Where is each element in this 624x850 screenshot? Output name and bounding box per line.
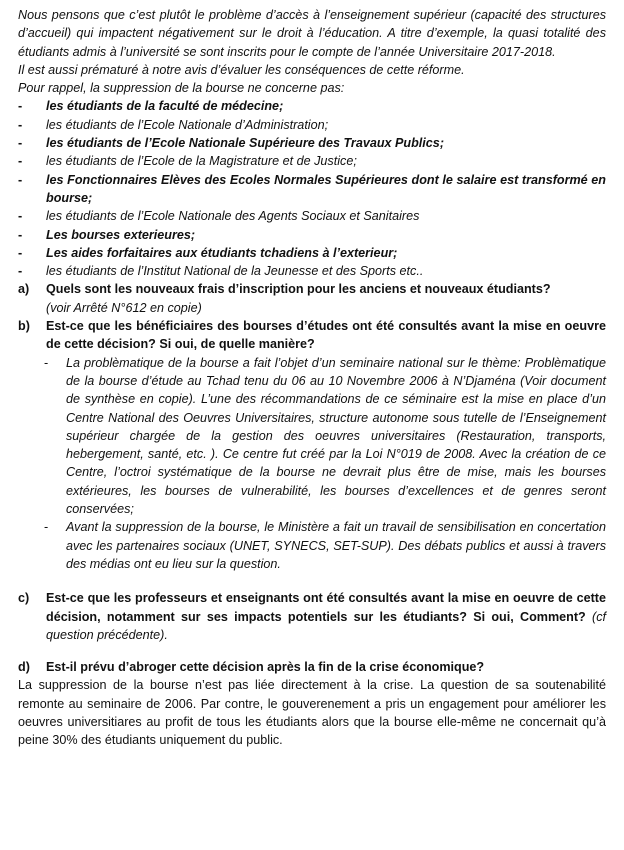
question-b [18,317,606,354]
question-label: b) [18,319,30,334]
list-item [18,116,606,134]
list-item [18,134,606,152]
question-a [18,280,606,317]
list-item [18,152,606,170]
list-item-text: les Fonctionnaires Elèves des Ecoles Normales Supérieures dont le salaire est transformé en bourse; [46,172,606,205]
answer-text: La problèmatique de la bourse a fait l’objet d’un seminaire national sur le thème: Problèmatique de la bourse d’étude au Tchad tenu du 06 au 10 Novembre 2006 à N’Djaména (Voir document de synthèse en copie). L’une des récommandations de ce séminaire est la mise en place d’un Centre National des Oeuvres Universitaires, structure autonome sous tutelle de l’Enseignement supérieur chargée de la gestion des oeuvres universitaires (Restauration, transports, hebergement, santé, etc. ). Ce centre fut créé par la Loi N°019 de 2008. Avec la création de ce Centre, l’octroi systématique de la bourse ne devrait plus être de mise, mais les bourses extérieures, les bourses de vulnerabilité, les bourses d’excellences et de genres seront conservées; [66,355,606,517]
dash-marker: - [44,520,49,535]
question-text: Est-ce que les bénéficiaires des bourses d’études ont été consultés avant la mise en oeuvre de cette décision? Si oui, de quelle manière? [46,319,606,352]
dash-marker: - [18,99,23,114]
dash-marker: - [18,209,23,224]
question-note: (cf question précédente). [46,609,606,642]
list-item [18,262,606,280]
list-item-text: les étudiants de l’Institut National de la Jeunesse et des Sports etc.. [46,264,424,279]
question-label: d) [18,660,30,675]
dash-marker: - [44,355,49,370]
intro-paragraph: Nous pensons que c’est plutôt le problème d’accès à l’enseignement supérieur (capacité des structures d’accueil) qui impactent négativement sur le droit à l’éducation. A titre d’exemple, la quasi totalité des étudiants admis à l’université se sont inscrits pour le compte de l’année Universitaire 2017-2018. [18,8,606,59]
answer-paragraph: La suppression de la bourse n’est pas liée directement à la crise. La question de sa soutenabilité remonte au seminaire de 2006. Par contre, le gouverenement a pris un engagement pour améliorer les oeuvres universitiares au profit de tous les étudiants alors que la bourse elle-même ne concernait qu’à peine 30% des étudiants uniquement du public. [18,678,606,748]
dash-marker: - [18,136,23,151]
exemptions-list [18,97,606,280]
list-item-text: les étudiants de l’Ecole Nationale des Agents Sociaux et Sanitaires [46,209,420,224]
list-item-text: les étudiants de la faculté de médecine; [46,99,284,114]
question-label: c) [18,591,30,606]
dash-marker: - [18,154,23,169]
list-item [18,207,606,225]
dash-marker: - [18,245,23,260]
list-item-text: les étudiants de l’Ecole de la Magistrature et de Justice; [46,154,357,169]
dash-marker: - [18,227,23,242]
question-text: Est-il prévu d’abroger cette décision après la fin de la crise économique? [46,660,485,675]
dash-marker: - [18,117,23,132]
question-d [18,658,606,676]
question-text: Quels sont les nouveaux frais d’inscription pour les anciens et nouveaux étudiants? [46,282,551,297]
exemptions-lead: Pour rappel, la suppression de la bourse ne concerne pas: [18,81,345,96]
question-c [18,589,606,644]
list-item [18,226,606,244]
answer-item [18,354,606,519]
answer-item [18,518,606,573]
dash-marker: - [18,172,23,187]
dash-marker: - [18,264,23,279]
list-item [18,97,606,115]
answer-text: Avant la suppression de la bourse, le Ministère a fait un travail de sensibilisation en concertation avec les partenaires sociaux (UNET, SYNECS, SET-SUP). Des débats publics et aussi à travers des médias ont eu lieu sur la question. [66,520,606,571]
list-item-text: les étudiants de l’Ecole Nationale Supérieure des Travaux Publics; [46,136,445,151]
list-item [18,171,606,208]
intro-sentence: Il est aussi prématuré à notre avis d’évaluer les conséquences de cette réforme. [18,62,465,77]
question-label: a) [18,282,30,297]
question-note: (voir Arrêté N°612 en copie) [46,300,202,315]
list-item-text: Les bourses exterieures; [46,227,196,242]
list-item-text: les étudiants de l’Ecole Nationale d’Administration; [46,117,329,132]
list-item-text: Les aides forfaitaires aux étudiants tchadiens à l’exterieur; [46,245,398,260]
question-text: Est-ce que les professeurs et enseignants ont été consultés avant la mise en oeuvre de cette décision, notamment sur ses impacts potentiels sur les étudiants? Si oui, Comment? [46,591,606,624]
list-item [18,244,606,262]
